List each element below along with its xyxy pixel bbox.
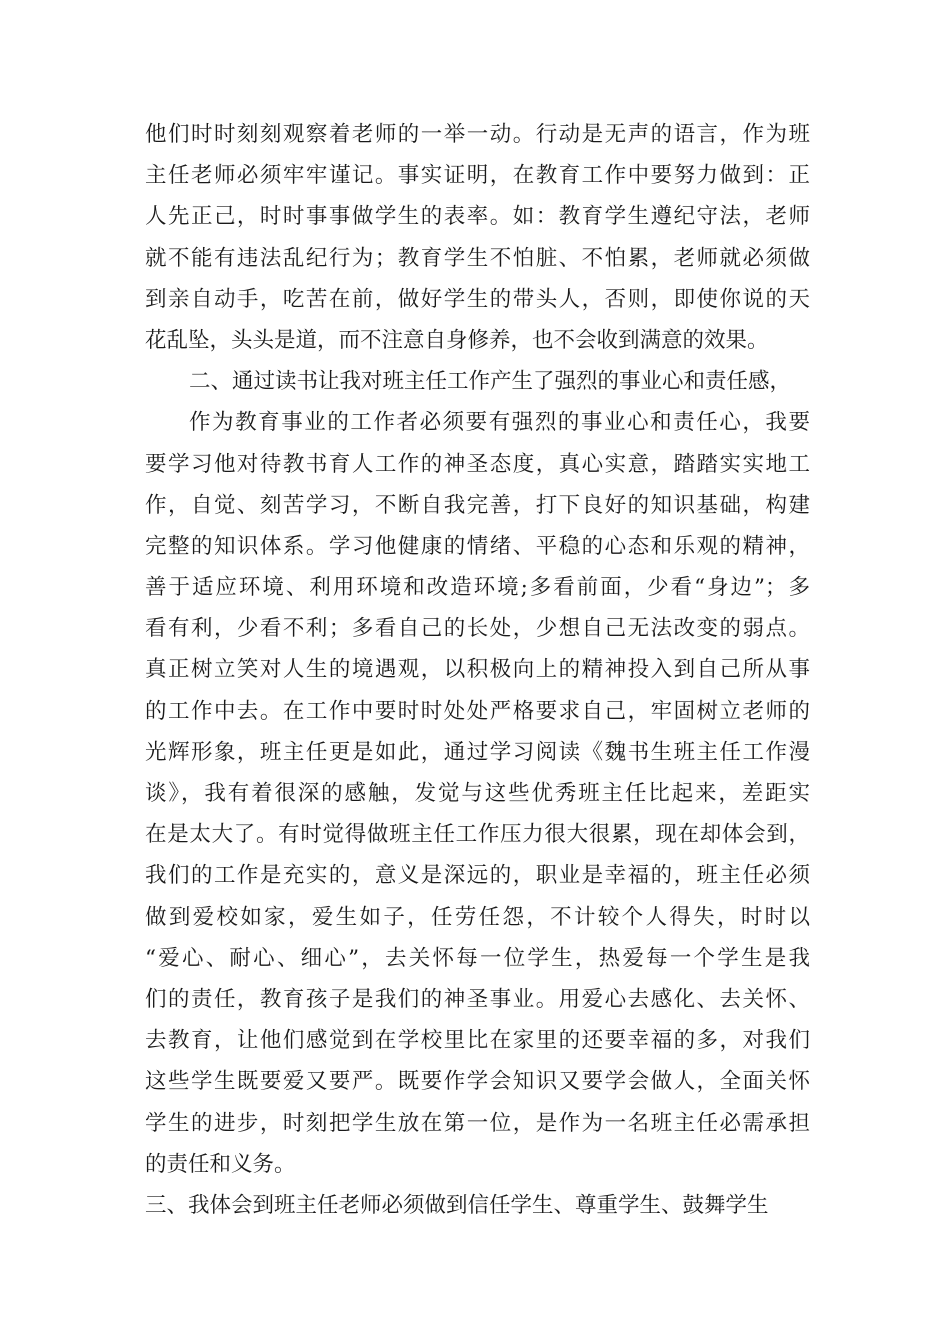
text-line: 人先正己，时时事事做学生的表率。如：教育学生遵纪守法，老师 xyxy=(145,204,810,230)
text-line: 作，自觉、刻苦学习，不断自我完善，打下良好的知识基础，构建 xyxy=(145,492,810,518)
text-line: 他们时时刻刻观察着老师的一举一动。行动是无声的语言，作为班 xyxy=(145,122,810,147)
text-line: 做到爱校如家，爱生如子，任劳任怨，不计较个人得失，时时以 xyxy=(145,904,810,930)
text-line: 花乱坠，头头是道，而不注意自身修养，也不会收到满意的效果。 xyxy=(145,327,769,353)
text-line: 去教育，让他们感觉到在学校里比在家里的还要幸福的多，对我们 xyxy=(145,1028,810,1054)
text-line: 学生的进步，时刻把学生放在第一位，是作为一名班主任必需承担 xyxy=(145,1110,810,1136)
document-body xyxy=(145,114,810,1226)
text-line: 在是太大了。有时觉得做班主任工作压力很大很累，现在却体会到， xyxy=(145,822,810,848)
text-line: 我们的工作是充实的，意义是深远的，职业是幸福的，班主任必须 xyxy=(145,863,810,889)
text-line: 的工作中去。在工作中要时时处处严格要求自己，牢固树立老师的 xyxy=(145,698,810,724)
text-line: 要学习他对待教书育人工作的神圣态度，真心实意，踏踏实实地工 xyxy=(145,451,810,477)
section-heading-three: 三、我体会到班主任老师必须做到信任学生、尊重学生、鼓舞学生 xyxy=(145,1192,769,1218)
text-line: 到亲自动手，吃苦在前，做好学生的带头人，否则，即使你说的天 xyxy=(145,286,810,312)
text-line: 真正树立笑对人生的境遇观，以积极向上的精神投入到自己所从事 xyxy=(145,657,810,683)
text-line: 完整的知识体系。学习他健康的情绪、平稳的心态和乐观的精神， xyxy=(145,533,810,559)
text-line: 这些学生既要爱又要严。既要作学会知识又要学会做人，全面关怀 xyxy=(145,1069,810,1095)
text-line: 主任老师必须牢牢谨记。事实证明，在教育工作中要努力做到：正 xyxy=(145,163,810,189)
text-line: “爱心、耐心、细心”，去关怀每一位学生，热爱每一个学生是我 xyxy=(145,945,810,971)
text-line: 善于适应环境、利用环境和改造环境;多看前面，少看“身边”；多 xyxy=(145,575,810,601)
text-line: 就不能有违法乱纪行为；教育学生不怕脏、不怕累，老师就必须做 xyxy=(145,245,810,271)
text-line: 的责任和义务。 xyxy=(145,1151,296,1177)
text-line: 作为教育事业的工作者必须要有强烈的事业心和责任心，我要 xyxy=(189,410,810,436)
text-line: 看有利，少看不利；多看自己的长处，少想自己无法改变的弱点。 xyxy=(145,616,810,642)
text-line: 光辉形象，班主任更是如此，通过学习阅读《魏书生班主任工作漫 xyxy=(145,739,810,765)
text-line: 谈》，我有着很深的感触，发觉与这些优秀班主任比起来，差距实 xyxy=(145,781,810,806)
section-heading-two: 二、通过读书让我对班主任工作产生了强烈的事业心和责任感， xyxy=(189,369,792,395)
text-line: 们的责任，教育孩子是我们的神圣事业。用爱心去感化、去关怀、 xyxy=(145,986,810,1012)
